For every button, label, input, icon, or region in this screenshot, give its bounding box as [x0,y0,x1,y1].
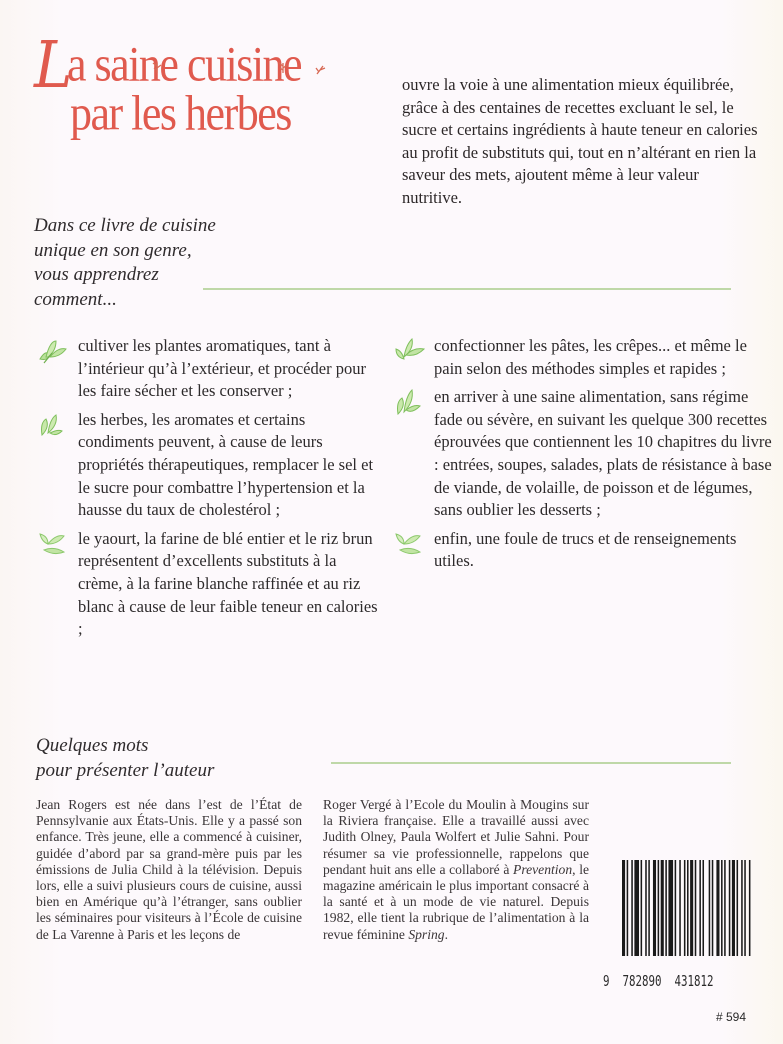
herb-leaf-icon [36,530,70,558]
herb-leaf-icon [392,337,426,365]
bio-text: Roger Vergé à l’Ecole du Moulin à Mougins sur la Riviera française. Elle a travaillé aussi avec Judith Olney, Paula Wolfert et Julie Sahni. Pour résumer sa vie professionnelle, rappelons que pendant huit ans elle a collaboré à [323,797,589,877]
bio-text: , le magazine américain le plus important consacré à la santé et à un mode de vie naturel. Depuis 1982, elle tient la rubrique de l’alimentation à la revue féminine [323,861,589,942]
lead-in-line: comment... [34,288,117,310]
isbn-digits: 9 782890 431812 [603,972,714,990]
herb-leaf-icon [392,530,426,558]
divider-rule [203,288,731,290]
lead-in-heading [34,214,334,312]
author-heading-line: pour présenter l’auteur [36,759,215,781]
herb-sprig-icon [150,60,164,74]
list-item [392,386,772,522]
magazine-name: Spring [408,926,445,942]
title-line-2: par les herbes [70,85,291,141]
title-initial: L [34,26,72,103]
title-line-1-text: a saine cuisine [67,36,302,92]
list-item [36,335,381,403]
list-item [392,528,772,573]
list-item-text: les herbes, les aromates et certains condiments peuvent, à cause de leurs propriétés thérapeutiques, remplacer le sel et le sucre pour combattre l’hypertension et la hausse du taux de cholestérol ; [78,409,374,520]
book-title [34,26,394,141]
catalog-number: # 594 [716,1010,747,1024]
list-item [36,409,381,522]
divider-rule [331,762,731,764]
herb-leaf-icon [36,411,70,439]
author-heading [36,734,336,783]
isbn-barcode [622,860,752,956]
list-item-text: le yaourt, la farine de blé entier et le riz brun représentent d’excellents substituts à la crème, à la farine blanche raffinée et au riz blanc à cause de leur faible teneur en calories ; [78,528,378,639]
lead-in-line: vous apprendrez [34,264,159,285]
list-item-text: confectionner les pâtes, les crêpes... et même le pain selon des méthodes simples et rapides ; [434,336,747,378]
herb-leaf-icon [392,388,426,416]
lead-in-line: Dans ce livre de cuisine [34,215,216,236]
magazine-name: Prevention [513,861,573,877]
author-heading-line: Quelques mots [36,735,149,756]
list-item-text: en arriver à une saine alimentation, sans régime fade ou sévère, en suivant les quelque 300 recettes éprouvées que contiennent les 10 chapitres du livre : entrées, soupes, salades, plats de résistance à base de viande, de volaille, de poisson et de légumes, sans oublier les desserts ; [434,387,772,520]
bullet-list-right [392,335,772,579]
title-line-1 [34,26,394,103]
herb-sprig-icon [314,62,328,76]
author-bio-left: Jean Rogers est née dans l’est de l’État de Pennsylvanie aux États-Unis. Elle y a passé son enfance. Très jeune, elle a commencé à cuisiner, guidée d’abord par sa grand-mère puis par les émissions de Julia Child à la télévision. Depuis lors, elle a suivi plusieurs cours de cuisine, aussi bien en Amérique qu’à l’étranger, sans oublier les séminaires pour visiteurs à l’École de cuisine de La Varenne à Paris et les leçons de [36,797,302,942]
author-bio-right [323,797,589,943]
herb-leaf-icon [36,337,70,365]
bio-text: . [444,926,448,942]
lead-in-line: unique en son genre, [34,239,192,261]
list-item-text: enfin, une foule de trucs et de renseignements utiles. [434,528,737,571]
herb-sprig-icon [276,60,290,74]
list-item [36,528,381,641]
intro-paragraph: ouvre la voie à une alimentation mieux équilibrée, grâce à des centaines de recettes excluant le sel, le sucre et certains ingrédients à haute teneur en calories au profit de substituts qui, tout en n’altérant en rien la saveur des mets, ajoutent même à leur valeur nutritive. [402,75,758,207]
list-item-text: cultiver les plantes aromatiques, tant à l’intérieur qu’à l’extérieur, et procéder pour les faire sécher et les conserver ; [78,336,366,401]
bullet-list-left [36,335,381,647]
list-item [392,335,772,380]
